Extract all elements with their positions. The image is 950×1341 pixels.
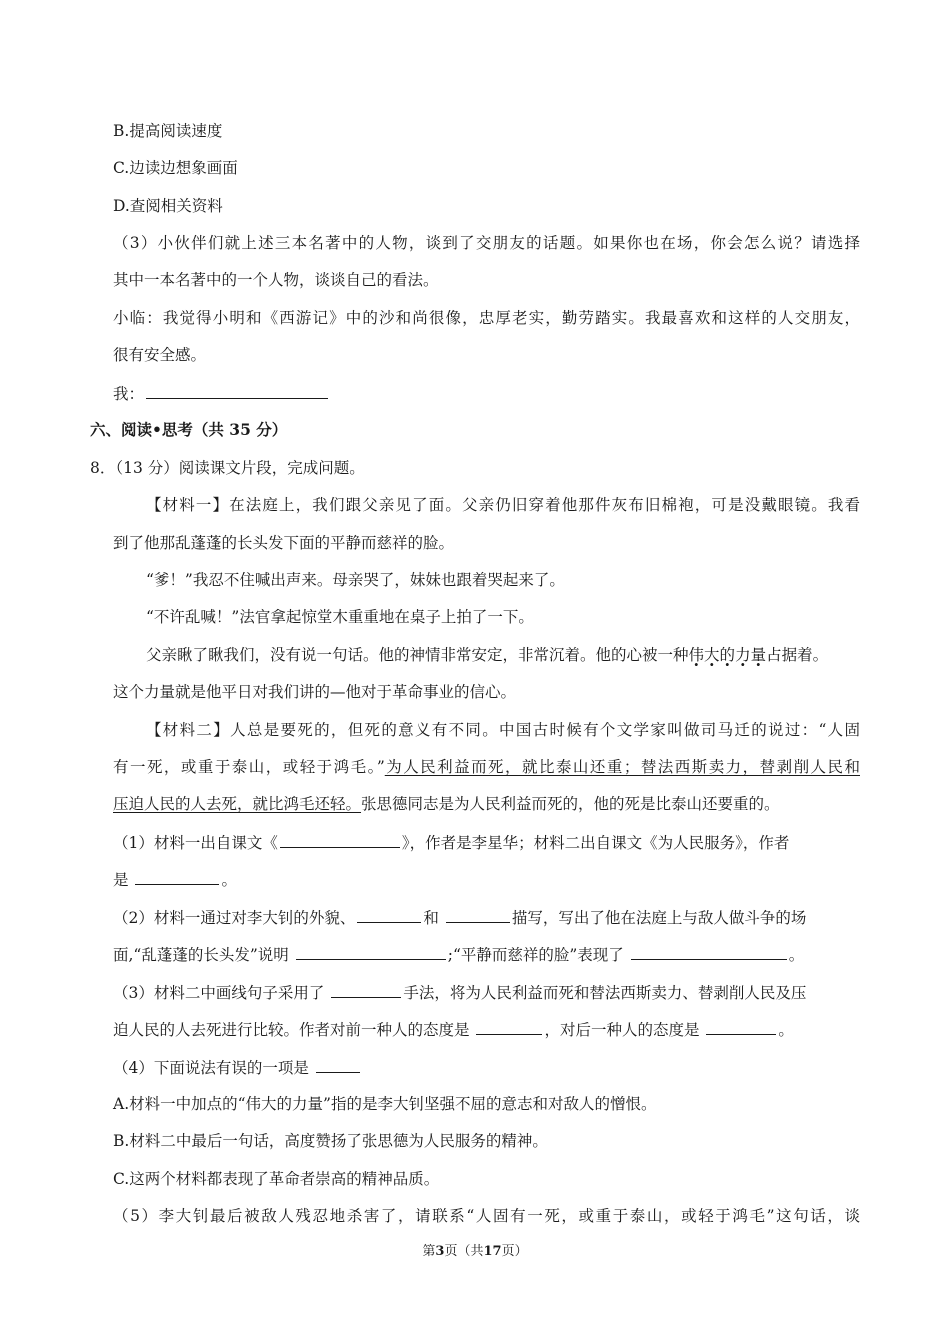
option-b: B.提高阅读速度 (113, 122, 223, 140)
sub4-option-c: C.这两个材料都表现了革命者崇高的精神品质。 (113, 1170, 440, 1188)
material-two-tag: 【材料二】 (146, 721, 231, 739)
sub4-blank[interactable] (316, 1056, 360, 1073)
q8-stem: 8．（13 分）阅读课文片段，完成问题。 (90, 459, 365, 477)
sub2-text-d: 面,“乱蓬蓬的长头发”说明 (113, 946, 289, 964)
sub2-text-c: 描写，写出了他在法庭上与敌人做斗争的场 (511, 909, 807, 927)
sub1-text-d: 。 (221, 871, 237, 889)
m1-line4: “不许乱喊！”法官拿起惊堂木重重地在桌子上拍了一下。 (146, 608, 534, 626)
sub3-line1 (113, 981, 806, 1004)
sub2-blank-3[interactable] (296, 943, 446, 960)
dotted-char: 力 (735, 646, 751, 664)
sub3-text-d: ，对后一种人的态度是 (544, 1021, 700, 1039)
sub2-blank-2[interactable] (446, 906, 510, 923)
sub2-blank-1[interactable] (357, 906, 421, 923)
section-title: 六、阅读•思考（共 35 分） (90, 420, 288, 439)
me-label: 我： (113, 385, 145, 403)
dotted-char: 大 (704, 646, 720, 664)
sub1-text-b: 》，作者是李星华；材料二出自课文《为人民服务》，作者 (401, 834, 790, 852)
sub4-text: （4）下面说法有误的一项是 (113, 1059, 309, 1077)
sub3-blank-3[interactable] (706, 1018, 776, 1035)
sub2-text-e: ;“平静而慈祥的脸”表现了 (447, 946, 624, 964)
sub1-text-a: （1）材料一出自课文《 (113, 834, 278, 852)
sub1-blank-title[interactable] (280, 831, 400, 848)
sub2-line1 (113, 906, 806, 929)
option-c: C.边读边想象画面 (113, 159, 238, 177)
q3-example-line1: 小临：我觉得小明和《西游记》中的沙和尚很像，忠厚老实，勤劳踏实。我最喜欢和这样的人交朋友， (113, 309, 860, 327)
sub2-line2 (113, 943, 804, 966)
m2-line2 (113, 756, 860, 780)
sub3-text-c: 迫人民的人去死进行比较。作者对前一种人的态度是 (113, 1021, 470, 1039)
sub1-line1 (113, 831, 789, 854)
footer-page-number: 3 (435, 1244, 445, 1259)
dotted-char: 伟 (688, 646, 705, 664)
m2-text1: 人总是要死的，但死的意义有不同。中国古时候有个文学家叫做司马迁的说过：“人固 (230, 721, 860, 739)
m1-line6: 这个力量就是他平日对我们讲的—他对于革命事业的信心。 (113, 683, 517, 701)
m2-line3 (113, 793, 780, 815)
sub3-line2 (113, 1018, 794, 1041)
dotted-char: 的 (719, 646, 736, 664)
m1-text1: 在法庭上，我们跟父亲见了面。父亲仍旧穿着他那件灰布旧棉袍，可是没戴眼镜。我看 (229, 496, 860, 514)
m1-line3: “爹！”我忍不住喊出声来。母亲哭了，妹妹也跟着哭起来了。 (146, 571, 565, 589)
q3-prompt-line1: （3）小伙伴们就上述三本名著中的人物，谈到了交朋友的话题。如果你也在场，你会怎么说？请选择 (113, 234, 860, 252)
sub5-line: （5）李大钊最后被敌人残忍地杀害了，请联系“人固有一死，或重于泰山，或轻于鸿毛”这句话，谈 (113, 1207, 860, 1225)
m2-line1 (146, 719, 860, 741)
sub3-text-a: （3）材料二中画线句子采用了 (113, 984, 325, 1002)
page-footer (0, 1243, 950, 1261)
footer-pre: 第 (422, 1244, 436, 1259)
m1-line5 (146, 644, 828, 666)
answer-blank[interactable] (146, 382, 328, 399)
sub4-option-b: B.材料二中最后一句话，高度赞扬了张思德为人民服务的精神。 (113, 1132, 548, 1150)
sub3-text-b: 手法，将为人民利益而死和替法西斯卖力、替剥削人民及压 (403, 984, 807, 1002)
sub3-text-e: 。 (778, 1021, 794, 1039)
q3-example-line2: 很有安全感。 (113, 346, 207, 364)
m1-line5-pre: 父亲瞅了瞅我们，没有说一句话。他的神情非常安定，非常沉着。他的心被一种 (146, 646, 689, 664)
sub3-blank-2[interactable] (476, 1018, 542, 1035)
m2-line2-pre: 有一死，或重于泰山，或轻于鸿毛。” (113, 758, 385, 776)
sub2-text-f: 。 (788, 946, 805, 964)
m2-underlined-sentence-end: 压迫人民的人去死，就比鸿毛还轻。 (113, 795, 362, 813)
option-d: D.查阅相关资料 (113, 197, 223, 215)
sub2-text-b: 和 (423, 909, 439, 927)
sub2-text-a: （2）材料一通过对李大钊的外貌、 (113, 909, 356, 927)
dotted-char: 量 (750, 646, 767, 664)
footer-total-pages: 17 (483, 1244, 502, 1259)
q3-prompt-line2: 其中一本名著中的一个人物，谈谈自己的看法。 (113, 271, 439, 289)
m2-line3-post: 张思德同志是为人民利益而死的，他的死是比泰山还要重的。 (361, 795, 780, 813)
m1-line5-post: 占据着。 (766, 646, 829, 664)
m1-line1 (146, 494, 860, 516)
sub1-text-c: 是 (113, 871, 129, 889)
m2-underlined-sentence: 为人民利益而死，就比泰山还重；替法西斯卖力，替剥削人民和 (384, 758, 860, 776)
footer-mid: 页（共 (444, 1244, 484, 1259)
sub1-blank-author[interactable] (135, 868, 219, 885)
sub3-blank-1[interactable] (331, 981, 401, 998)
q3-answer-line (113, 382, 330, 405)
sub2-blank-4[interactable] (631, 943, 787, 960)
material-one-tag: 【材料一】 (146, 496, 230, 514)
footer-post: 页） (501, 1244, 528, 1259)
sub4-line (113, 1056, 362, 1079)
sub1-line2 (113, 868, 237, 891)
sub4-option-a: A.材料一中加点的“伟大的力量”指的是李大钊坚强不屈的意志和对敌人的憎恨。 (113, 1095, 657, 1113)
m1-line2: 到了他那乱蓬蓬的长头发下面的平静而慈祥的脸。 (113, 534, 455, 552)
